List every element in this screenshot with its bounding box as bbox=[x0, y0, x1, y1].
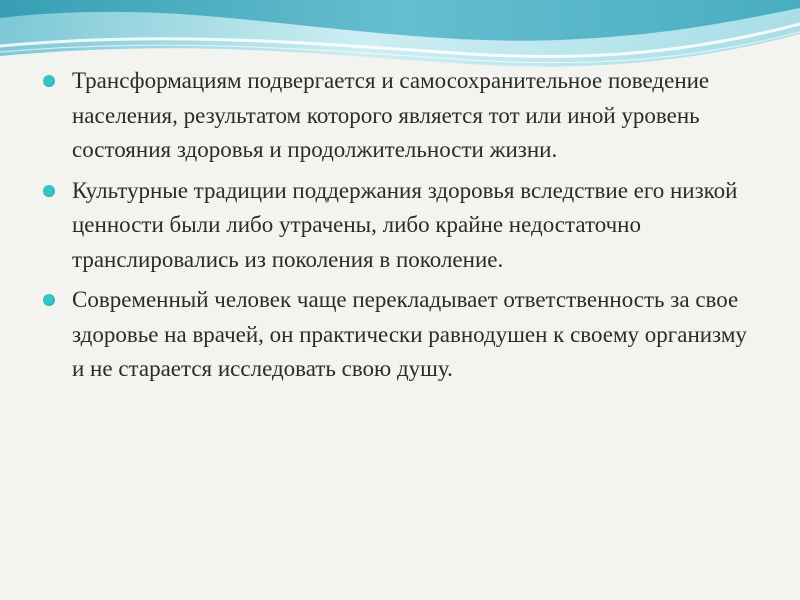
bullet-text: Культурные традиции поддержания здоровья вследствие его низкой ценности были либо утрачены, либо крайне недостаточно транслировались из поколения в поколение. bbox=[72, 177, 738, 272]
bullet-text: Современный человек чаще перекладывает ответственность за свое здоровье на врачей, он практически равнодушен к своему организму и не старается исследовать свою душу. bbox=[72, 287, 747, 381]
bullet-dot-icon bbox=[43, 185, 55, 197]
bullet-dot-icon bbox=[43, 294, 55, 306]
bullet-list bbox=[40, 64, 760, 393]
bullet-item bbox=[40, 283, 760, 387]
bullet-item bbox=[40, 64, 760, 168]
bullet-item bbox=[40, 174, 760, 278]
bullet-dot-icon bbox=[43, 75, 55, 87]
bullet-text: Трансформациям подвергается и самосохранительное поведение населения, результатом которого является тот или иной уровень состояния здоровья и продолжительности жизни. bbox=[72, 68, 710, 162]
